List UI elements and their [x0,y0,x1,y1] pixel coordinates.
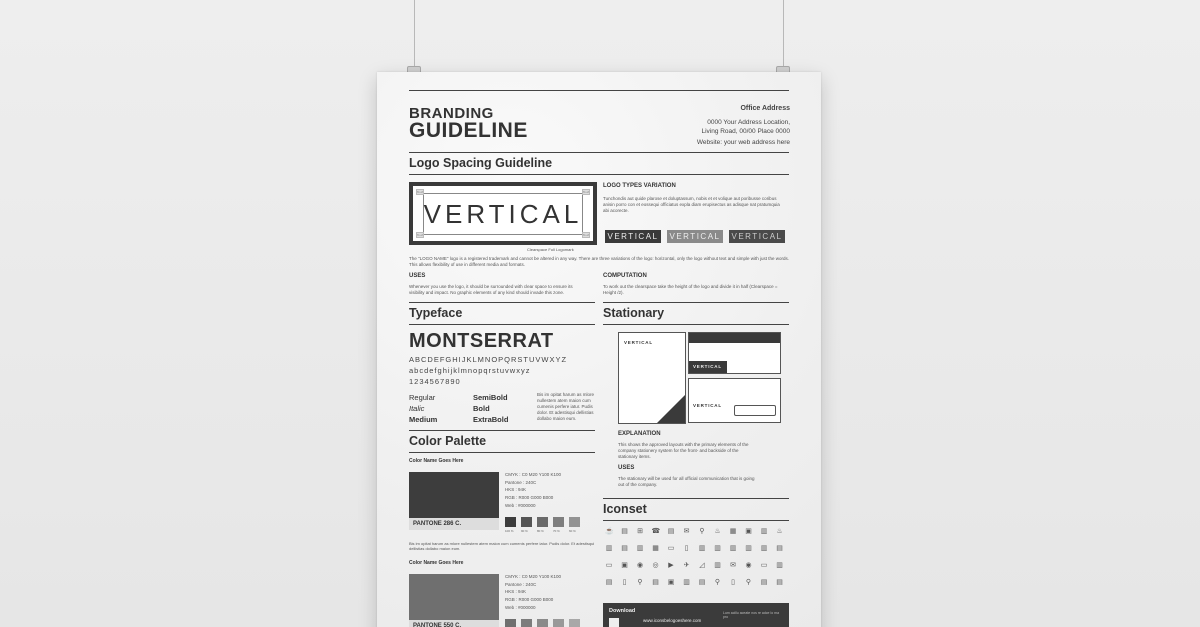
tint-chip [521,517,532,527]
logo-section-rule [409,174,789,175]
set-icon: ◎ [652,562,659,569]
stationary-top-rule [603,302,789,303]
set-icon: ⚲ [637,579,643,586]
download-url[interactable]: www.iconsbelogoeshere.com [643,618,702,623]
clearspace-caption: Clearspace Full Logomark [527,247,574,252]
spec-val: : 94K [515,589,527,595]
set-icon: ◿ [699,562,705,569]
stationary-uses-title: USES [618,465,635,471]
tint-chip [569,517,580,527]
set-icon: ▤ [698,579,706,586]
set-icon: ▯ [684,545,689,552]
tint-chip [569,619,580,627]
card-brand: VERTICAL [693,403,722,408]
card-mockup [688,378,781,423]
logo-variation-dark: VERTICAL [605,230,661,243]
spec-val: : 94K [515,487,527,493]
set-icon: ⚲ [745,579,752,586]
iconset-title: Iconset [603,502,647,516]
set-icon: ▥ [605,545,613,552]
set-icon: ▶ [668,562,674,569]
title-branding: BRANDING [409,105,494,122]
set-icon: ▥ [745,545,752,552]
color1-pantone: PANTONE 286 C. [409,518,499,530]
tint-chip [553,517,564,527]
letterhead-mockup [618,332,686,424]
logo-variation-gray: VERTICAL [667,230,723,243]
spec-key: CMYK [505,472,519,477]
weight-italic: Italic [409,404,425,413]
set-icon: ✉ [683,528,690,535]
set-icon: ♨ [776,528,783,535]
branding-poster [377,72,821,627]
weight-regular: Regular [409,393,436,402]
set-icon: ▥ [636,545,644,552]
tint-chip [505,619,516,627]
logo-description: The "LOGO NAME" logo is a registered trademark and cannot be altered in any way. There are three variations of the logo: horizontal, only the logo without text and simple with just the words. This allows flexibility of use in different media and formats. [409,256,789,268]
spec-val: : R000 G000 B000 [516,596,554,602]
set-icon: ▤ [776,545,783,552]
logo-variation-text: Tunchondis aut quide plarose et doluptassum, nobis et et volique aut poribusse coribus anisin porro con et eossequi officiatus expla diam erupisectus as adisque nat pratumquia abi acorecte. [603,196,780,214]
color2-name: Color Name Goes Here [409,560,464,566]
tint-chip [521,619,532,627]
iconset-top-rule [603,498,789,499]
set-icon: ▭ [760,562,768,569]
tint-label: 90 % [521,529,528,533]
set-icon: ☕ [605,528,614,535]
palette-rule [409,452,595,453]
color1-specs [505,471,561,509]
set-icon: ▭ [605,562,613,569]
logo-variation-title: LOGO TYPES VARIATION [603,183,676,189]
set-icon: ⊞ [637,528,643,535]
tint-chip [505,517,516,527]
logo-clearspace-frame [409,182,597,245]
set-icon: ✉ [730,562,736,569]
set-icon: ▥ [683,579,690,586]
tint-label: 80 % [537,529,544,533]
spec-key: CMYK [505,574,519,579]
tint-label: 60 % [569,529,576,533]
logo-variation-black: VERTICAL [729,230,785,243]
office-website: Website: your web address here [696,139,790,147]
set-icon: ✈ [683,562,690,569]
weight-bold: Bold [473,404,490,413]
iconset-rule [603,520,789,521]
color1-name: Color Name Goes Here [409,458,464,464]
set-icon: ⚲ [699,528,705,535]
download-bar[interactable] [603,603,789,627]
set-icon: ▣ [621,562,628,569]
weight-extrabold: ExtraBold [473,415,509,424]
set-icon: ▦ [729,528,737,535]
color2-pantone: PANTONE 550 C. [409,620,499,627]
spec-val: : R000 G000 B000 [516,494,554,500]
spec-key: Web [505,604,515,610]
letterhead-corner [657,395,685,423]
set-icon: ▦ [652,545,659,552]
clearspace-mark: % of [583,233,590,237]
top-rule [409,90,789,91]
set-icon: ▥ [760,545,768,552]
spec-val: : C0 M20 Y100 K100 [519,472,561,477]
uses-text: Whenever you use the logo, it should be surrounded with clear space to ensure its visibility and impact. No graphic elements of any kind should invade this zone. [409,284,573,296]
set-icon: ▯ [731,579,735,586]
spec-key: Pantone [505,479,522,485]
color1-swatch [409,472,499,530]
set-icon: ▤ [667,528,675,535]
title-guideline: GUIDELINE [409,119,528,142]
spec-val: : #000000 [515,502,536,508]
set-icon: ▥ [698,545,706,552]
font-digits: 1234567890 [409,377,461,386]
set-icon: ▥ [729,545,737,552]
set-icon: ▥ [714,562,721,569]
spec-key: RGB [505,494,515,500]
tint-chip [537,619,548,627]
set-icon: ▣ [745,528,752,535]
set-icon: ▭ [667,545,675,552]
set-icon: ▤ [776,579,783,586]
set-icon: ▥ [760,528,768,535]
icon-grid [603,528,789,592]
color2-specs [505,573,561,611]
office-address-block [650,104,790,148]
tint-chip [553,619,564,627]
uses-title: USES [409,273,426,279]
envelope-mockup [688,332,781,374]
card-window [734,405,776,416]
spec-key: Web [505,502,515,508]
weight-semibold: SemiBold [473,393,508,402]
office-line2: Living Road, 00/00 Place 0000 [701,127,790,135]
font-uppercase: ABCDEFGHIJKLMNOPQRSTUVWXYZ [409,355,568,364]
clearspace-mark: % of [583,190,590,194]
stationary-rule [603,324,789,325]
palette-top-rule [409,430,595,431]
download-fine-print: Lum acillu aceate nos re adce lo ma pro [723,611,780,619]
weight-medium: Medium [409,415,438,424]
hanging-string-left [414,0,415,70]
tint-label: 100 % [505,529,514,533]
office-line1: 0000 Your Address Location, [707,118,790,126]
logo-section-title: Logo Spacing Guideline [409,156,553,170]
stationary-title: Stationary [603,306,665,320]
set-icon: ▯ [622,579,627,586]
set-icon: ▣ [667,579,675,586]
set-icon: ▤ [760,579,768,586]
set-icon: ▤ [621,528,628,535]
tint-chip [537,517,548,527]
clearspace-mark: % of [417,190,424,194]
tint-label: 70 % [553,529,560,533]
spec-val: : C0 M20 Y100 K100 [519,574,561,579]
spec-key: HKS [505,589,515,595]
set-icon: ♨ [714,528,721,535]
spec-val: : 240C [523,581,537,587]
set-icon: ◉ [636,562,644,569]
set-icon: ◉ [745,562,752,569]
letterhead-brand: VERTICAL [624,340,653,345]
typeface-top-rule [409,302,595,303]
computation-text: To work out the clearspace take the height of the logo and divide it in half (Clearspace = Height /2). [603,284,778,296]
set-icon: ▤ [652,579,659,586]
set-icon: ▤ [605,579,613,586]
explanation-title: EXPLANATION [618,431,661,437]
logo-wordmark: VERTICAL [423,193,583,235]
font-lowercase: abcdefghijklmnopqrstuvwxyz [409,366,531,375]
download-label: Download [609,608,636,614]
spec-val: : 240C [523,479,537,485]
envelope-brand: VERTICAL [689,361,727,373]
qr-code-icon [609,618,619,627]
hanging-string-right [783,0,784,70]
color2-swatch [409,574,499,627]
computation-title: COMPUTATION [603,273,647,279]
explanation-text: This shows the approved layouts with the primary elements of the company stationery system for the front- and backside of the stationary items. [618,442,749,460]
stationary-uses-text: The stationary will be used for all official communication that is going out of the company. [618,476,755,488]
set-icon: ▥ [776,562,783,569]
font-name: MONTSERRAT [409,330,554,352]
set-icon: ⚲ [714,579,721,586]
set-icon: ☎ [651,528,661,535]
typeface-rule [409,324,595,325]
spec-val: : #000000 [515,604,536,610]
spec-key: HKS [505,487,515,493]
color1-note: Bis im opitat harum as mlore nullestem atem maion cum cumenis perfere iatur. Pudis dolor. Et adestisqui dellistias dollabo maion eum. [409,541,595,552]
typeface-title: Typeface [409,306,463,320]
typeface-note: Bis im opitat harum as mlore nullestem atem maion cum cumenis perfere iatur. Pudis dolor. Et adestisqui dellistias dollabo maion eum. [537,392,595,422]
office-label: Office Address [740,105,790,112]
spec-key: Pantone [505,581,522,587]
palette-title: Color Palette [409,434,487,448]
header-rule [409,152,789,153]
spec-key: RGB [505,596,515,602]
set-icon: ▥ [714,545,721,552]
envelope-flap [689,333,780,343]
set-icon: ▤ [621,545,628,552]
clearspace-mark: % of [417,233,424,237]
